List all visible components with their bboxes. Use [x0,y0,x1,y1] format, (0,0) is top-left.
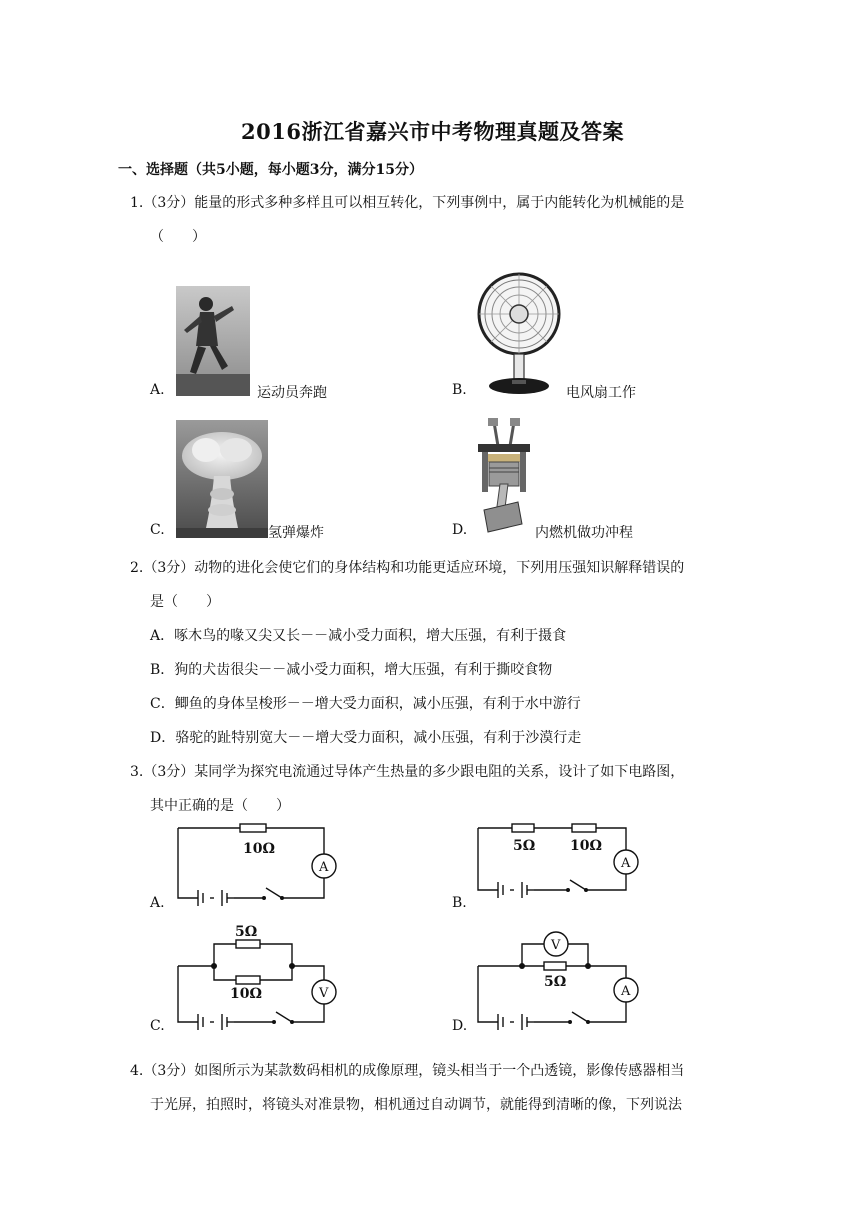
q3-stem-line2: 其中正确的是（ ） [150,798,290,814]
q1-option-c-text: 氢弹爆炸 [268,525,324,541]
q2-option-d: D．骆驼的趾特别宽大－－增大受力面积，减小压强，有利于沙漠行走 [150,730,582,746]
circuit-c-diagram [170,924,350,1034]
runner-photo [176,286,250,396]
electric-fan-photo [476,272,562,398]
circuit-b-diagram [470,820,650,910]
q3-option-b-letter: B. [452,895,467,911]
q4-stem-line1: 4.（3分）如图所示为某款数码相机的成像原理，镜头相当于一个凸透镜，影像传感器相当 [130,1063,685,1079]
q1-option-b-letter: B. [452,382,467,398]
circuit-b-ammeter-label: A [621,856,631,871]
q1-option-a-text: 运动员奔跑 [257,385,327,401]
page-title: 2016浙江省嘉兴市中考物理真题及答案 [241,119,624,144]
q3-option-d-letter: D. [452,1018,468,1034]
circuit-a-ammeter-label: A [319,860,329,875]
engine-piston-diagram [474,418,534,538]
q1-option-b-text: 电风扇工作 [566,385,636,401]
q1-option-d-letter: D. [452,522,468,538]
circuit-d-resistor-label: 5Ω [544,974,567,990]
q4-stem-line2: 于光屏，拍照时，将镜头对准景物，相机通过自动调节，就能得到清晰的像，下列说法 [150,1097,682,1113]
q2-stem-line2: 是（ ） [150,594,220,610]
circuit-d-ammeter-label: A [621,984,631,999]
circuit-c-resistor2-label: 10Ω [230,986,262,1002]
q1-stem-line1: 1.（3分）能量的形式多种多样且可以相互转化，下列事例中，属于内能转化为机械能的是 [130,195,685,211]
q3-option-a-letter: A. [150,895,165,911]
circuit-b-resistor1-label: 5Ω [513,838,536,854]
q1-stem-line2: （ ） [150,229,206,245]
circuit-b-resistor2-label: 10Ω [570,838,602,854]
circuit-a-resistor-label: 10Ω [243,841,275,857]
q1-option-c-letter: C. [150,522,165,538]
circuit-c-voltmeter-label: V [319,986,329,1001]
circuit-d-voltmeter-label: V [551,938,561,953]
q2-option-b: B．狗的犬齿很尖－－减小受力面积，增大压强，有利于撕咬食物 [150,662,553,678]
q2-option-a: A．啄木鸟的喙又尖又长－－减小受力面积，增大压强，有利于摄食 [150,628,567,644]
q1-option-d-text: 内燃机做功冲程 [535,525,633,541]
circuit-c-resistor1-label: 5Ω [235,924,258,940]
q1-option-a-letter: A. [150,382,165,398]
q3-stem-line1: 3.（3分）某同学为探究电流通过导体产生热量的多少跟电阻的关系，设计了如下电路图， [130,764,685,780]
q2-stem-line1: 2.（3分）动物的进化会使它们的身体结构和功能更适应环境，下列用压强知识解释错误的 [130,560,685,576]
section-heading: 一、选择题（共5小题，每小题3分，满分15分） [118,162,423,178]
circuit-a-diagram [170,820,350,910]
q2-option-c: C．鲫鱼的身体呈梭形－－增大受力面积，减小压强，有利于水中游行 [150,696,581,712]
hydrogen-bomb-photo [176,420,268,538]
circuit-d-diagram [470,924,650,1034]
q3-option-c-letter: C. [150,1018,165,1034]
